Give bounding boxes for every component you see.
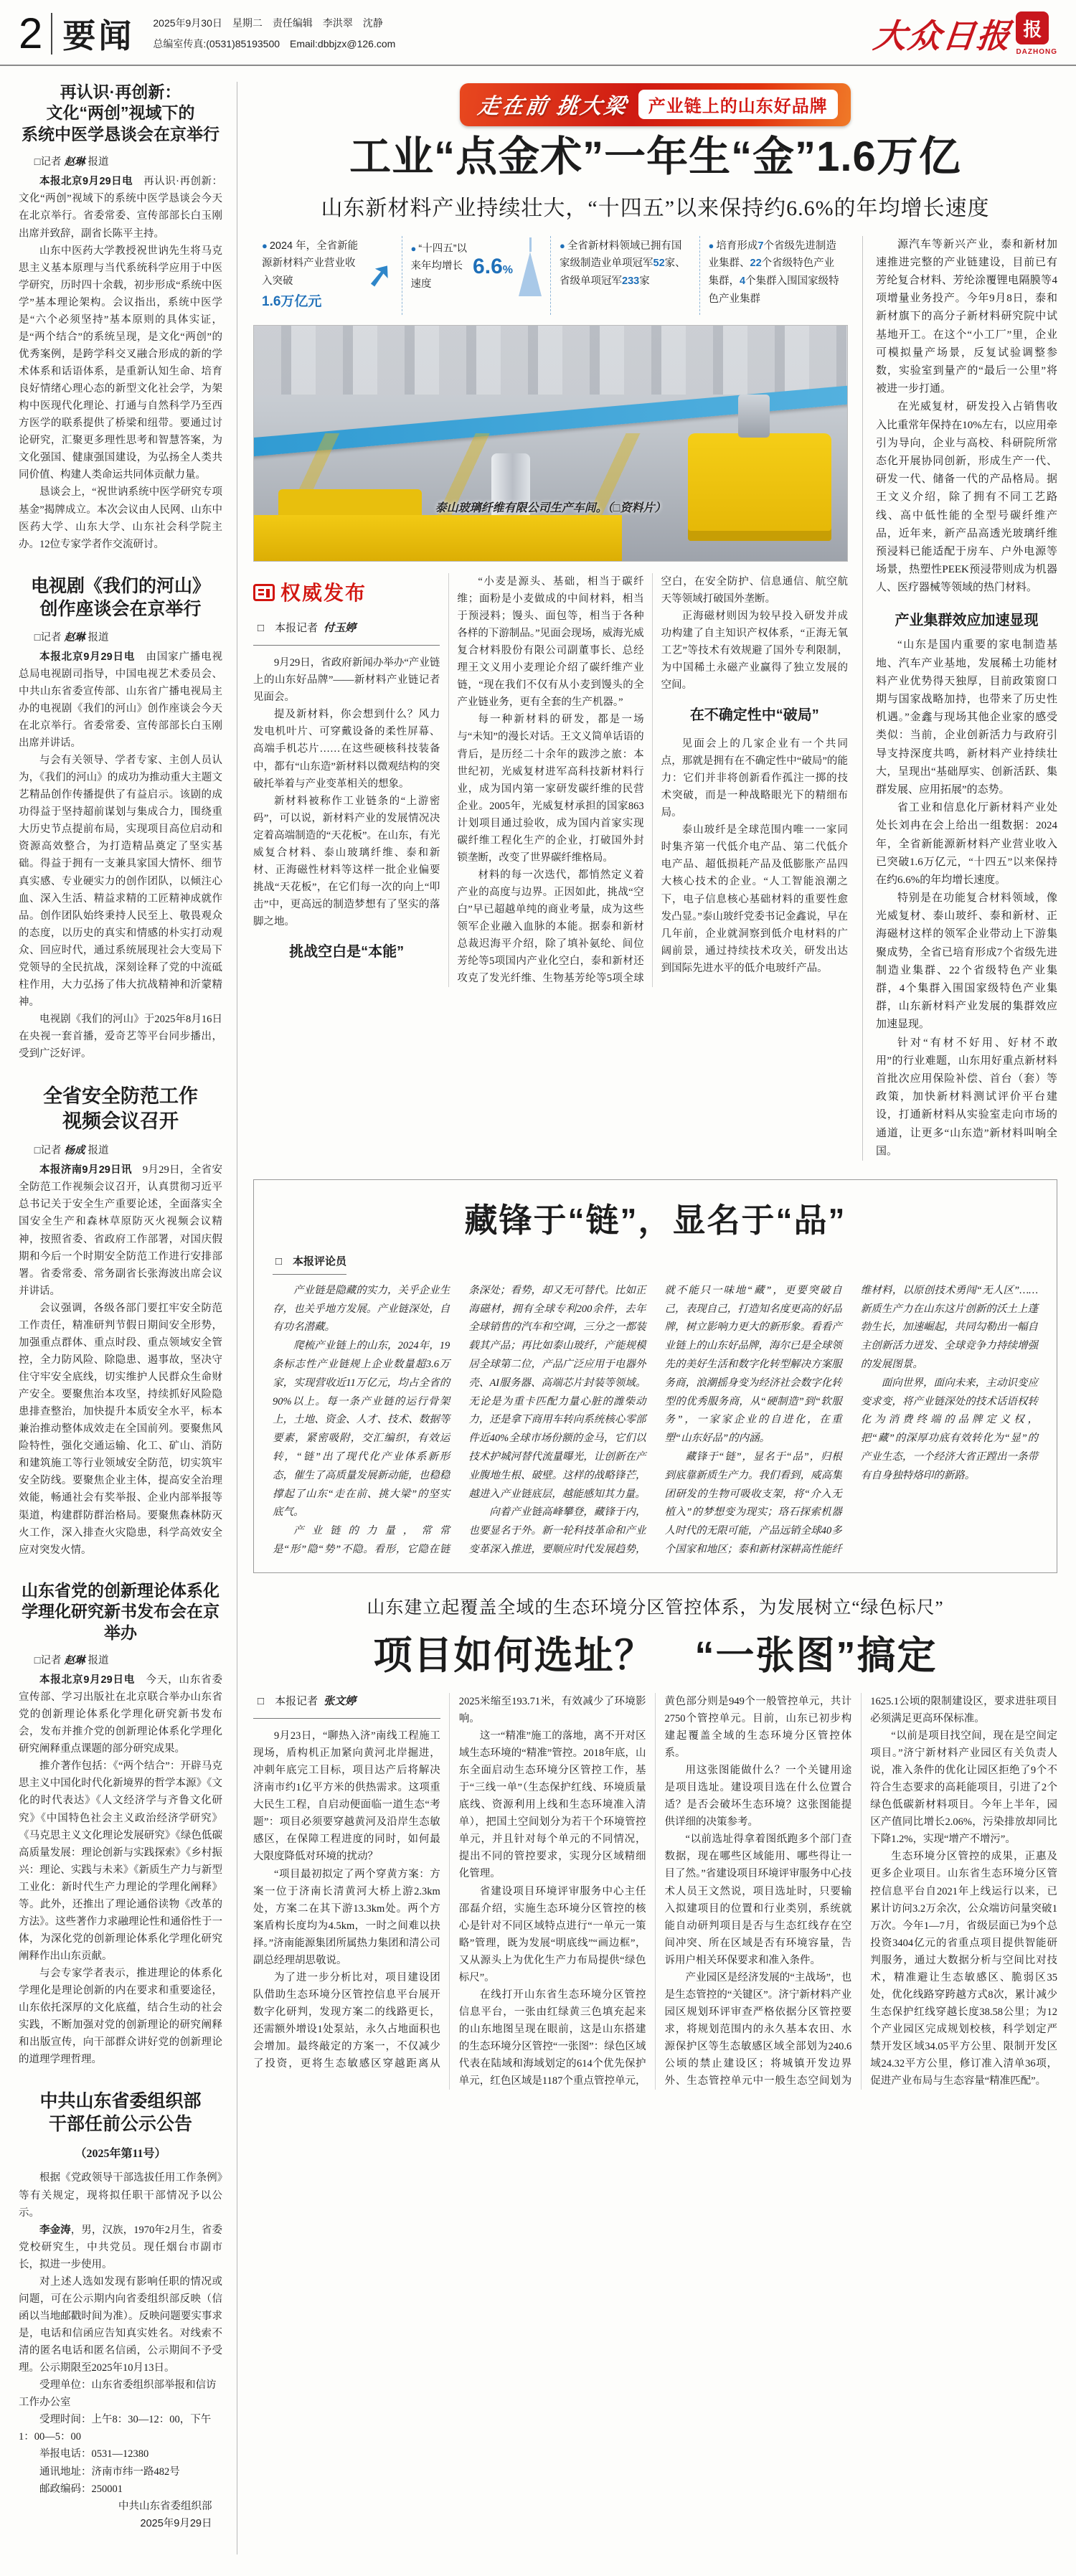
photo-yellow-machine-left — [254, 515, 622, 561]
paragraph: 本报北京9月29日电 今天，山东省委宣传部、学习出版社在北京联合举办山东省党的创新理论体系化学理化研究新书发布会，发布并推介党的创新理论体系化学理化研究阐释重点课题的部分研究成果。 — [19, 1674, 222, 1755]
paragraph: 每一种新材料的研发，都是一场与“未知”的漫长对话。王文义简单话语的背后，是历经二十余年的跋涉之旅：本世纪初，光威复材进军高科技新材料行业，成为国内第一家研发碳纤维的民营企业。2005年，光威复材承担的国家863计划项目通过验收，成为国内首家实现碳纤维工程化生产的企业，打破国外封锁垄断，改变了世界碳纤维格局。 — [457, 714, 644, 864]
article-title — [19, 1084, 222, 1133]
contact-line: 总编室传真:(0531)85193500 Email:dbbjzx@126.com — [153, 38, 396, 49]
paragraph: 恳谈会上，“祝世讷系统中医学研究专项基金”揭牌成立。本次会议由人民网、山东中医药大学、山东大学、山东社会科学院主办。12位专家学者作交流研讨。 — [19, 486, 222, 550]
notice-number: （2025年第11号） — [75, 2148, 166, 2161]
paragraph: 本报北京9月29日电 由国家广播电视总局电视剧司指导，中国电视艺术委员会、中共山东省委宣传部、山东省广播电视局主办的电视剧《我们的河山》创作座谈会今天在北京举行。省委常委、宣传部部长白玉刚出席并讲话。 — [19, 651, 222, 749]
logo-subtext: DAZHONG — [1016, 48, 1057, 56]
stat-value: 6.6% — [473, 255, 513, 279]
factory-photo — [253, 325, 848, 562]
title-line: 创作座谈会在京举行 — [39, 598, 202, 619]
masthead-meta — [153, 13, 395, 55]
bottom-kicker: 山东建立起覆盖全域的生态环境分区管控体系，为发展树立“绿色标尺” — [367, 1598, 944, 1618]
dateline: 本报北京9月29日电 — [39, 1674, 136, 1686]
paragraph: 新材料被称作工业链条的“上游密码”，可以说，新材料产业的发展情况决定着高端制造的“天花板”。在山东，有光威复合材料、泰山玻璃纤维、泰和新材、正海磁性材料等这样一批企业偏要挑战“天花板”，在它们每一次的向上“叩击”中，更高远的制造梦想有了坚实的落脚之地。 — [253, 795, 440, 928]
notice-info-line: 通讯地址：济南市纬一路482号 — [39, 2466, 180, 2478]
article-cadre-notice — [19, 2090, 222, 2532]
article-tv-drama-forum — [19, 575, 222, 1063]
stat-growth-rate: ● “十四五”以来年均增长速度 6.6% — [402, 236, 551, 315]
paragraph: 9月29日，省政府新闻办举办“产业链上的山东好品牌”——新材料产业链记者见面会。 — [253, 657, 440, 704]
paragraph: 山东中医药大学教授祝世讷先生将马克思主义基本原理与当代系统科学应用于中医学研究，历时四十余载，初步形成“系统中医学”基本理论架构。会议指出，系统中医学是“六个必须坚持”基本原则的具体实证，是“两个结合”的系统呈现，是文化“两创”的优秀案例，是跨学科交叉融合形成的新的学术体系和话语体系，是重新认知生命、培育良好情绪心理心态的新型文化社会学，为架构中医现代化理论、打通与自然科学乃至西方医学的联系提供了桥梁和纽带。要通过讨论研究，汇聚更多理性思考和智慧答案，为文化强国、健康强国建设，为弘扬全人类共同价值、构建人类命运共同体贡献力量。 — [19, 245, 222, 481]
paragraph: 会议强调，各级各部门要扛牢安全防范工作责任，精准研判节假日期间安全形势，加强重点群体、重点时段、重点领域安全管控，全力防风险、除隐患、遏事故，坚决守住守牢安全底线，切实维护人民群众生命财产安全。要聚焦治本攻坚，持续抓好风险隐患排查整治，加快提升本质安全水平，标本兼治推动整体成效走在全国前列。要聚焦风险特性，强化交通运输、化工、矿山、消防和建筑施工等行业领域安全防范，切实筑牢安全防线。要聚焦企业主体，提高安全治理效能，畅通社会有奖举报、企业内部举报等渠道，构建群防群治格局。要聚焦森林防灭火工作，深入排查火灾隐患，科学高效安全应对突发火情。 — [19, 1302, 222, 1556]
stat-bullet-icon: ● — [560, 240, 565, 251]
masthead — [0, 0, 1076, 66]
paragraph: 这一“精准”施工的落地，离不开对区域生态环境的“精准”管控。2018年底，山东全面启动生态环境分区管控工作，基于“三线一单”（生态保护红线、环境质量底线、资源利用上线和生态环境准入清单），把国土空间划分为若干个环境管控单元，并且针对每个单元的不同情况，提出不同的管控要求，实现分区域精细化管理。 — [458, 1730, 646, 1880]
section-label-text: 权威发布 — [280, 581, 367, 604]
paragraph: 产业链是隐藏的实力，关乎企业生存，也关乎地方发展。产业链深处，自有功名潜藏。 — [273, 1284, 450, 1334]
article-title — [19, 82, 222, 145]
reporter-name: 杨成 — [64, 1145, 85, 1157]
bottom-article-body — [253, 1693, 1057, 2090]
paragraph: 用这张图能做什么？一个关键用途是项目选址。建设项目选在什么位置合适？是否会破坏生态环境？这张图能提供详细的决策参考。 — [664, 1765, 852, 1829]
subhead-cluster-effect: 产业集群效应加速显现 — [895, 613, 1039, 629]
paragraph: 省建设项目环境评审服务中心主任邵磊介绍，实施生态环境分区管控的核心是针对不同区域特点进行“一单元一策略”管理，既为发展“明底线”“画边框”，又从源头上为优化生产力布局提供“绿色标尺”。 — [458, 1885, 646, 1983]
title-line: 全省安全防范工作 — [43, 1085, 198, 1108]
bottom-headline: 项目如何选址？ “一张图”搞定 — [373, 1633, 938, 1677]
title-line: 山东省党的创新理论体系化 — [22, 1580, 220, 1600]
person-name: 李金涛 — [39, 2224, 71, 2236]
growth-arrow-icon: ➚ — [364, 255, 395, 295]
paragraph: 根据《党政领导干部选拔任用工作条例》等有关规定，现将拟任职干部情况予以公示。 — [19, 2172, 222, 2219]
masthead-divider — [51, 13, 52, 55]
left-articles-column — [19, 82, 237, 2554]
article-tcm-symposium — [19, 82, 222, 553]
paragraph: “以前是项目找空间，现在是空间定项目。”济宁新材料产业园区有关负责人说，准入条件的优化让园区拒绝了9个不符合生态要求的高耗能项目，引进了2个绿色低碳新材料项目。今年上半年，园区产值同比增长2.06%，污染排放却同比下降1.2%，实现“增产不增污”。 — [870, 1730, 1057, 1846]
banner-script-text: 走在前 挑大梁 — [476, 95, 630, 118]
stat-bullet-icon: ● — [708, 240, 714, 251]
reporter-name: 赵琳 — [64, 631, 85, 643]
photo-yellow-machine-right — [688, 433, 831, 541]
paragraph: 本报济南9月29日讯 9月29日，全省安全防范工作视频会议召开，认真贯彻习近平总书记关于安全生产重要论述，全面落实全国安全生产和森林草原防灭火视频会议精神，按照省委、省政府工作部署，对国庆假期和今后一个时期安全防范工作进行安排部署。省委常委、常务副省长张海波出席会议并讲话。 — [19, 1164, 223, 1297]
dateline: 本报北京9月29日电 — [39, 651, 136, 663]
paragraph: 在光威复材，研发投入占销售收入比重常年保持在10%左右，以应用牵引为导向，企业与高校、科研院所常态化开展协同创新，形成生产一代、研发一代、储备一代的产品格局。据王文义介绍，除了拥有不同工艺路线、高中低性能的全型号碳纤维产品，近年来，新产品高透光玻璃纤维预浸料已能适配于房车、户外电源等场景，热塑性PEEK预浸带则成为机器人、医疗器械等领域的热门材料。 — [876, 401, 1057, 594]
dateline: 本报北京9月29日电 — [39, 176, 133, 188]
byline: □记者 赵琳 报道 — [34, 631, 109, 643]
tower-icon — [519, 237, 542, 296]
logo-wordmark: 大众日报 — [872, 18, 1014, 55]
paragraph: 本报北京9月29日电 再认识·再创新：文化“两创”视域下的系统中医学恳谈会今天在北京举行。省委常委、宣传部部长白玉刚出席并致辞，副省长陈平主持。 — [19, 176, 223, 240]
banner-label: 产业链上的山东好品牌 — [638, 90, 838, 119]
date-line: 2025年9月30日 星期二 责任编辑 李洪翠 沈静 — [153, 16, 383, 29]
photo-machinery — [254, 326, 847, 395]
paragraph: 见面会上的几家企业有一个共同点，那就是拥有在不确定性中“破局”的能力：它们并非将创新看作孤注一掷的技术突破，而是一种战略眼光下的精细布局。 — [661, 737, 848, 819]
paragraph: “项目最初拟定了两个穿黄方案：方案一位于济南长清黄河大桥上游2.3km处，方案二在其下游13.3km处。两个方案盾构长度均为4.5km，一时之间难以抉择。”济南能源集团所属热力集团和清公司副总经理胡思敬说。 — [253, 1868, 440, 1966]
paragraph: 电视剧《我们的河山》于2025年8月16日在央视一套首播，爱奇艺等平台同步播出，受到广泛好评。 — [19, 1014, 222, 1060]
notice-info-line: 邮政编码：250001 — [39, 2483, 123, 2495]
paragraph: 向着产业链高峰攀登，藏锋于内，也要显名于外。新一轮科技革命和产业变革深入推进，要顺应时代发展趋势，就不能只一味地“藏”，更要突破自己，表现自己，打造知名度更高的好品牌，树立影响力更大的新形象。看看产业链上的山东好品牌，海尔已是全球领先的美好生活和数字化转型解决方案服务商，浪潮摇身变为经济社会数字化转型的优秀服务商，从“硬制造”到“软服务”，一家家企业的自进化，在重塑“山东好品”的内涵。 — [468, 1284, 842, 1556]
paragraph: 在线打开山东省生态环境分区管控信息平台，一张由红绿黄三色填充起来的山东地图呈现在眼前，这是山东搭建的生态环境分区管控“一张图”：绿色区域代表在陆域和海域划定的614个优先保护单元，红色区域是1187个重点管控单元，黄色部分则是949个一般管控单元，共计2750个管控单元。目前，山东已初步构建起覆盖全域的生态环境分区管控体系。 — [458, 1695, 852, 2087]
stat-revenue: ● 2024 年，全省新能源新材料产业营业收入突破 1.6万亿元 ➚ — [262, 240, 395, 309]
title-line: 再认识·再创新： — [60, 82, 181, 101]
stats-infographic — [253, 236, 848, 315]
title-line: 学理化研究新书发布会在京举办 — [22, 1602, 220, 1642]
commentary-byline: □ 本报评论员 — [273, 1253, 346, 1275]
commentary-box — [253, 1179, 1057, 1573]
reporter-name: 赵琳 — [64, 1655, 85, 1667]
main-article-body — [253, 573, 848, 988]
reporter-name: 付玉婷 — [324, 622, 357, 634]
notice-info-line: 受理时间：上午8：30—12：00，下午1：00—5：00 — [19, 2414, 212, 2443]
logo-seal-icon: 报 DAZHONG — [1016, 11, 1057, 57]
byline: □记者 赵琳 报道 — [34, 156, 109, 169]
page-number: 2 — [19, 9, 43, 57]
paragraph: 材料的每一次迭代，都悄然定义着产业的高度与边界。正因如此，挑战“空白”早已超越单纯的商业考量，成为这些领军企业融入血脉的本能。据泰和新材总裁迟海平介绍，除了填补氨纶、间位芳纶等5项国内产业化空白，泰和新材还攻克了发光纤维、生物基芳纶等5项全球空白，在安全防护、信息通信、航空航天等领域打破国外垄断。 — [457, 575, 848, 985]
reporter-name: 赵琳 — [64, 156, 85, 169]
paragraph: 正海磁材则因为较早投入研发并成功构建了自主知识产权体系，“正海无氧工艺”等技术有效规避了国外专利限制，为中国稀土永磁产业赢得了独立发展的空间。 — [661, 610, 848, 692]
paragraph: 省工业和信息化厅新材料产业处处长刘冉在会上给出一组数据：2024年，全省新能源新材料产业营业收入已突破1.6万亿元，“十四五”以来保持在约6.6%的年均增长速度。 — [876, 802, 1057, 886]
subhead-challenge-blank: 挑战空白是“本能” — [289, 944, 405, 961]
paragraph: 对上述人选如发现有影响任职的情况或问题，可在公示期内向省委组织部反映（信函以当地邮戳时间为准）。反映问题要实事求是，电话和信函应告知真实姓名。对线索不清的匿名电话和匿名信函，公示期间不予受理。公示期限至2025年10月13日。 — [19, 2275, 222, 2374]
photo-caption: 泰山玻璃纤维有限公司生产车间。（□资料片） — [435, 501, 666, 514]
paragraph: 特别是在功能复合材料领域，像光威复材、泰山玻纤、泰和新材、正海磁材这样的领军企业带动上下游集聚成势，全省已培育形成7个省级先进制造业集群、22个省级特色产业集群，4个集群入围国家级特色产业集群，山东新材料产业发展的集群效应加速显现。 — [876, 892, 1057, 1031]
subhead-break-through: 在不确定性中“破局” — [689, 707, 819, 724]
stat-clusters: ● 培育形成7个省级先进制造业集群、22个省级特色产业集群，4个集群入围国家级特色产业集群 — [699, 236, 849, 315]
main-headline: 工业“点金术”一年生“金”1.6万亿 — [349, 133, 961, 180]
article-title — [19, 1580, 222, 1643]
commentary-body — [273, 1282, 1038, 1560]
notice-info-line: 受理单位：山东省委组织部举报和信访工作办公室 — [19, 2379, 217, 2409]
article-title — [19, 2090, 222, 2136]
newspaper-logo — [874, 10, 1057, 57]
title-line: 文化“两创”视域下的 — [46, 103, 195, 123]
paragraph: 李金涛，男，汉族，1970年2月生，省委党校研究生，中共党员。现任烟台市副市长，拟进一步使用。 — [19, 2224, 222, 2270]
stat-bullet-icon: ● — [410, 242, 417, 254]
title-line: 视频会议召开 — [62, 1110, 179, 1132]
paragraph: 提及新材料，你会想到什么？风力发电机叶片、可穿戴设备的柔性屏幕、高端手机芯片……在这些硬核科技装备中，都有“山东造”新材料以微观结构的突破托举着与产业变革相关的想象。 — [253, 709, 440, 790]
paragraph: “以前选址得拿着图纸跑多个部门查数据，现在哪些区域能用、哪些得让一目了然。”省建设项目环境评审服务中心技术人员王文然说，项目选址时，只要输入拟建项目的位置和行业类别，系统就能自动研判项目是否与生态红线存在空间冲突、所在区域是否有环境容量，告诉用户相关环保要求和准入条件。 — [664, 1834, 852, 1966]
newspaper-icon — [253, 584, 275, 601]
paragraph: “小麦是源头、基础，相当于碳纤维；面粉是小麦做成的中间材料，相当于预浸料；馒头、面包等，相当于各种各样的下游制品。”见面会现场，威海光威复合材料股份有限公司副董事长、总经理王文义用小麦理论介绍了碳纤维产业链，“现在我们不仅有从小麦到馒头的全产业链业务，更有全套的生产机器。” — [457, 575, 644, 709]
title-line: 电视剧《我们的河山》 — [30, 575, 210, 596]
notice-signature: 中共山东省委组织部 — [118, 2500, 212, 2512]
stat-value: 1.6万亿元 — [262, 293, 322, 309]
paragraph: 产业园区是经济发展的“主战场”，也是生态管控的“关键区”。济宁新材料产业园区规划环评审查严格依据分区管控要求，将规划范围内的永久基本农田、水源保护区等生态敏感区域全部划为240.6公顷的禁止建设区；将城镇开发边界外、生态管控单元中一般生态空间划为1625.1公顷的限制建设区，要求进驻项目必须满足更高环保标准。 — [664, 1695, 1057, 2087]
section-title: 要闻 — [62, 17, 135, 55]
dateline: 本报济南9月29日讯 — [39, 1164, 132, 1176]
paragraph: 与会专家学者表示，推进理论的体系化学理化是理论创新的内在要求和重要途径，山东依托深厚的文化底蕴，结合生动的社会实践，不断加强对党的创新理论的研究阐释和出版宣传，向干部群众讲好党的创新理论的道理学理哲理。 — [19, 1968, 222, 2066]
paragraph: 为了进一步分析比对，项目建设团队借助生态环境分区管控信息平台展开数字化研判，发现方案二的线路更长，还需额外增设1处泵站，永久占地面积也会增加。最终敲定的方案一，不仅减少了投资，更将生态敏感区穿越距离从2025米缩至193.71米，有效减少了环境影响。 — [253, 1695, 646, 2070]
article-theory-book-launch — [19, 1580, 222, 2069]
bottom-story — [253, 1593, 1057, 2090]
paragraph: 针对“有材不好用、好材不敢用”的行业难题，山东用好重点新材料首批次应用保险补偿、首台（套）等政策，加快新材料测试评价平台建设，打通新材料从实验室走向市场的通道，让更多“山东造”新材料叫响全国。 — [876, 1037, 1057, 1157]
paragraph: 源汽车等新兴产业，泰和新材加速推进完整的产业链建设，目前已有芳纶复合材料、芳纶涂覆锂电隔膜等4项增量业务投产。今年9月8日，泰和新材旗下的高分子新材料研究院中试基地开工。在这个“小工厂”里，企业可模拟量产场景，反复试验调整参数，实验室到量产的“最后一公里”将被进一步打通。 — [876, 238, 1057, 395]
section-label — [253, 576, 440, 610]
main-column — [237, 82, 1057, 2554]
paragraph: 泰山玻纤是全球范围内唯一一家同时集齐第一代低介电产品、第二代低介电产品、超低损耗产品及低膨胀产品四大核心技术的企业。“人工智能浪潮之下，电子信息核心基础材料的重要性愈发凸显。”泰山玻纤党委书记金鑫说，早在几年前，企业就洞察到低介电材料的广阔前景，通过持续技术攻关，研发出达到国际先进水平的低介电玻纤产品。 — [661, 824, 848, 974]
paragraph: 推介著作包括：《“两个结合”：开辟马克思主义中国化时代化新境界的哲学本源》《文化的时代表达》《人文经济学与齐鲁文化研究》《中国特色社会主义政治经济学研究》《马克思主义文化理论发展研究》《绿色低碳高质量发展：理论创新与实践探索》《乡村振兴：理论、实践与未来》《新质生产力与新型工业化：新时代生产力理论的学理化阐释》等。此外，还推出了理论通俗读物《改革的方法》。这些著作力求融理论性和通俗性于一体，为深化党的创新理论体系化学理化研究阐释作出山东贡献。 — [19, 1760, 222, 1963]
byline: □记者 赵琳 报道 — [34, 1655, 109, 1667]
main-article-right-column — [862, 236, 1057, 1161]
reporter-name: 张文婷 — [324, 1695, 357, 1707]
title-line: 干部任前公示公告 — [48, 2114, 192, 2135]
paragraph: 生态环境分区管控的成果，正惠及更多企业项目。山东省生态环境分区管控信息平台自2021年上线运行以来，已累计访问3.2万余次，公众端访问量突破1万次。今年1—7月，省级层面已为9个总投资3404亿元的省重点项目提供智能研判服务，通过大数据分析与空间比对技术，精准避让生态敏感区、脆弱区35处，优化线路穿跨越方式8次，累计减少生态保护红线穿越长度38.58公里；为12个产业园区完成规划校核，科学划定严禁开发区域34.05平方公里、限制开发区域24.32平方公里，修订准入清单36项，促进产业布局与生态容量“精准匹配”。 — [870, 1851, 1057, 2087]
paragraph: 藏锋于“链”，显名于“品”，归根到底靠新质生产力。我们看到，威高集团研发的生物可吸收支架，将“介入无植入”的梦想变为现实；珞石探索机器人时代的无限可能，产品远销全球40多个国家和地区；泰和新材深耕高性能纤维材料，以原创技术勇闯“无人区”……新质生产力在山东这片创新的沃土上蓬勃生长，加速崛起，共同勾勒出一幅自主创新活力迸发、全球竞争力持续增强的发展图景。 — [664, 1284, 1038, 1556]
commentary-headline: 藏锋于“链”，显名于“品” — [464, 1201, 846, 1239]
paragraph: 产业链的力量，常常是“形”隐“势”不隐。看形，它隐在链条深处；看势，却又无可替代。比如正海磁材，拥有全球专利200余件，去年全球销售的汽车和空调，三分之一都装载其产品；再比如泰山玻纤，产能规模居全球第二位，产品广泛应用于电器外壳、AI服务器、高端芯片封装等领域。无论是为重卡匹配力量心脏的潍柴动力，还是拿下商用车转向系统核心零部件近40%全球市场份额的金马，它们以技术护城河替代流量曝光，让创新在产业腹地生根、破壁。这样的战略锋芒，越进入产业链底层，越能感知其力量。 — [273, 1284, 646, 1556]
paragraph: 面向世界，面向未来，主动识变应变求变，将产业链深处的技术话语权转化为消费终端的品牌定义权，把“藏”的深厚功底有效转化为“显”的产业生态，一个经济大省正蹚出一条带有自身独特烙印的新路。 — [860, 1377, 1038, 1481]
byline: □ 本报记者 付玉婷 — [253, 620, 440, 646]
main-subheadline: 山东新材料产业持续壮大，“十四五”以来保持约6.6%的年均增长速度 — [321, 196, 990, 220]
notice-date: 2025年9月29日 — [140, 2518, 212, 2530]
notice-info-line: 举报电话：0531—12380 — [39, 2448, 149, 2461]
paragraph: 爬梳产业链上的山东，2024年，19条标志性产业链规上企业数量超3.6万家，实现营收近11万亿元，均占全省的90%以上。每一条产业链的运行骨架上，土地、资金、人才、技术、数据等要素，紧密吸附，交汇编织，有效运转，“链”出了现代化产业体系新形态，催生了高质量发展新动能，也稳稳撑起了山东“走在前、挑大梁”的坚实底气。 — [273, 1340, 450, 1519]
paragraph: 9月23日，“聊热入济”南线工程施工现场，盾构机正加紧向黄河北岸掘进，冲刺年底完工目标，项目达产后将解决济南市约1亿平方米的供热需求。这项重大民生工程，自启动便面临一道生态“考题”：项目必须要穿越黄河及沿岸生态敏感区，在保障工程进度的同时，如何最大限度降低对环境的扰动？ — [253, 1730, 440, 1863]
paragraph: 与会有关领导、学者专家、主创人员认为，《我们的河山》的成功为推动重大主题文艺精品创作传播提供了有益启示。该剧的成功得益于坚持超前谋划与集成合力，围绕重大历史节点提前布局，实现项目高位启动和资源高效整合，为打造精品奠定了坚实基础。得益于拥有一支兼具家国大情怀、细节真实感、专业硬实力的创作团队，以倾注心血、深入生活、精益求精的工匠精神成就作品。创作团队始终秉持人民至上、敬畏观众的态度，以历史的真实和情感的朴实打动观众、回应时代，通过系统展现社会大变局下党领导的全民抗战，深刻诠释了党的中流砥柱作用，大力弘扬了伟大抗战精神和沂蒙精神。 — [19, 755, 222, 1008]
title-line: 系统中医学恳谈会在京举行 — [22, 124, 220, 143]
stat-bullet-icon: ● — [262, 240, 268, 251]
byline: □记者 杨成 报道 — [34, 1145, 109, 1157]
title-line: 中共山东省委组织部 — [39, 2091, 202, 2112]
article-title — [19, 575, 222, 621]
article-safety-meeting — [19, 1084, 222, 1559]
stat-champions: ● 全省新材料领域已拥有国家级制造业单项冠军52家、省级单项冠军233家 — [550, 236, 699, 315]
byline: □ 本报记者 张文婷 — [253, 1693, 440, 1719]
series-banner — [460, 83, 851, 126]
paragraph: “山东是国内重要的家电制造基地、汽车产业基地，发展稀土功能材料产业优势得天独厚，目前政策窗口期与国家战略加持，也带来了历史性机遇。”金鑫与现场其他企业家的感受类似：当前，企业创新活力与政府引导支持深度共鸣，新材料产业持续壮大，呈现出“基础厚实、创新活跃、集群发展、应用拓展”的态势。 — [876, 639, 1057, 796]
